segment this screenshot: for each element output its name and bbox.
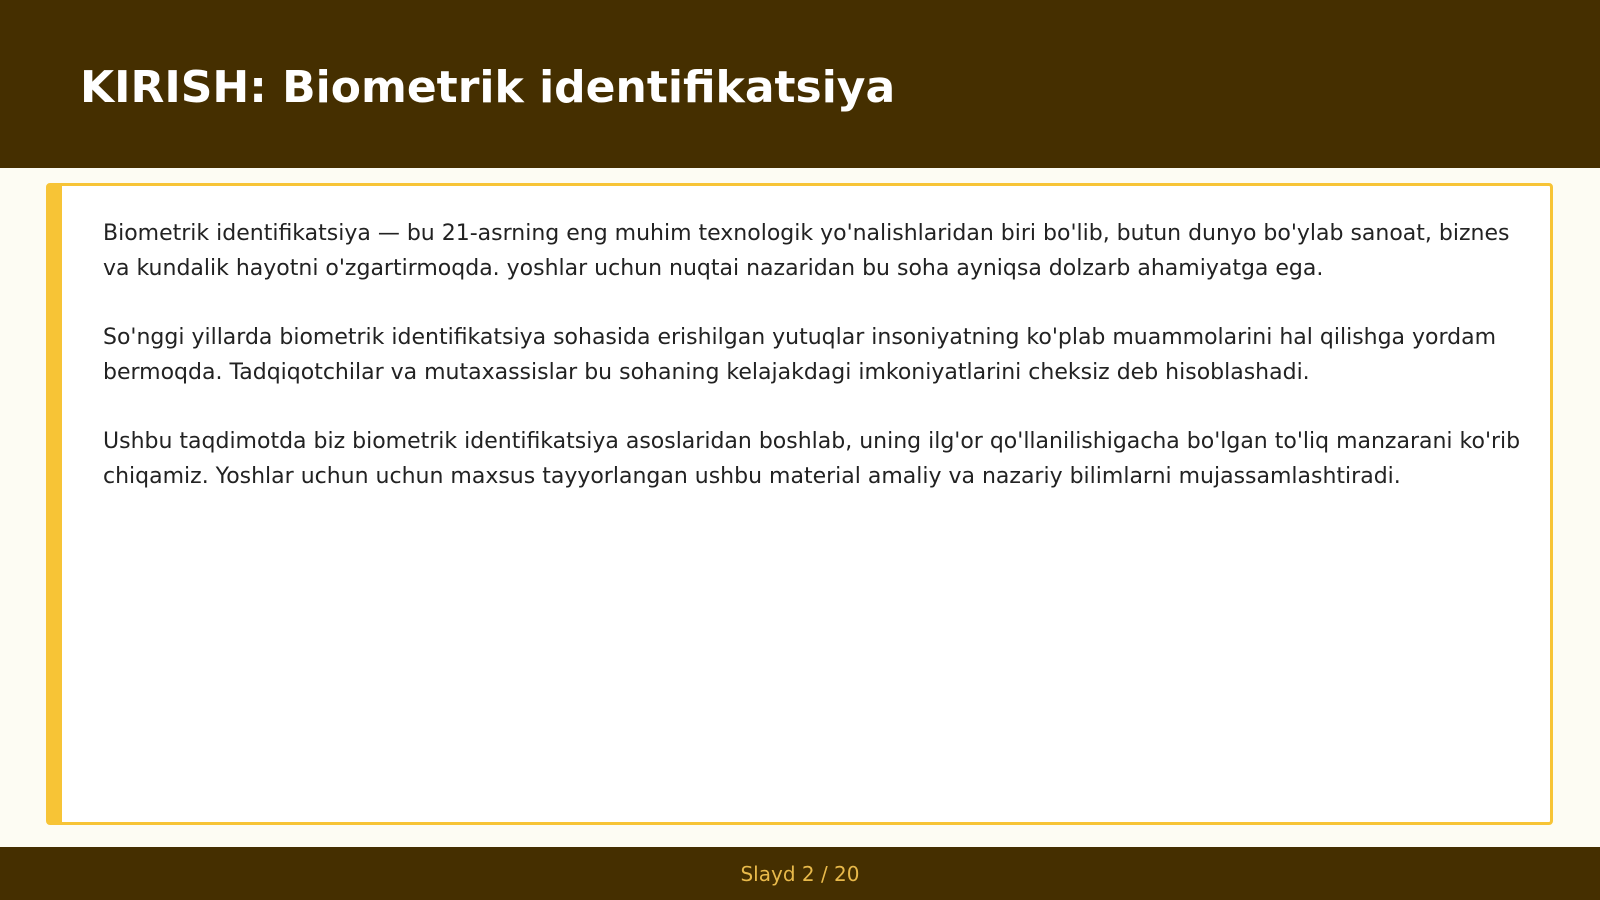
- slide-header: [0, 0, 1600, 168]
- paragraph-intro: Biometrik identifikatsiya — bu 21-asrning eng muhim texnologik yo'nalishlaridan biri bo'lib, butun dunyo bo'ylab sanoat, biznes va kundalik hayotni o'zgartirmoqda. yoshlar uchun nuqtai nazaridan bu soha ayniqsa dolzarb ahamiyatga ega.: [103, 221, 1510, 281]
- slide-footer: [0, 847, 1600, 900]
- paragraph-achievements: So'nggi yillarda biometrik identifikatsiya sohasida erishilgan yutuqlar insoniyatning ko'plab muammolarini hal qilishga yordam bermoqda. Tadqiqotchilar va mutaxassislar bu sohaning kelajakdagi imkoniyatlarini cheksiz deb hisoblashadi.: [103, 325, 1497, 385]
- content-card: [46, 183, 1553, 825]
- slide-counter: Slayd 2 / 20: [740, 862, 860, 886]
- paragraph-overview: Ushbu taqdimotda biz biometrik identifikatsiya asoslaridan boshlab, uning ilg'or qo'llanilishigacha bo'lgan to'liq manzarani ko'rib chiqamiz. Yoshlar uchun uchun maxsus tayyorlangan ushbu material amaliy va nazariy bilimlarni mujassamlashtiradi.: [103, 429, 1521, 489]
- slide-title: KIRISH: Biometrik identifikatsiya: [80, 62, 896, 113]
- slide-body: [103, 216, 1523, 528]
